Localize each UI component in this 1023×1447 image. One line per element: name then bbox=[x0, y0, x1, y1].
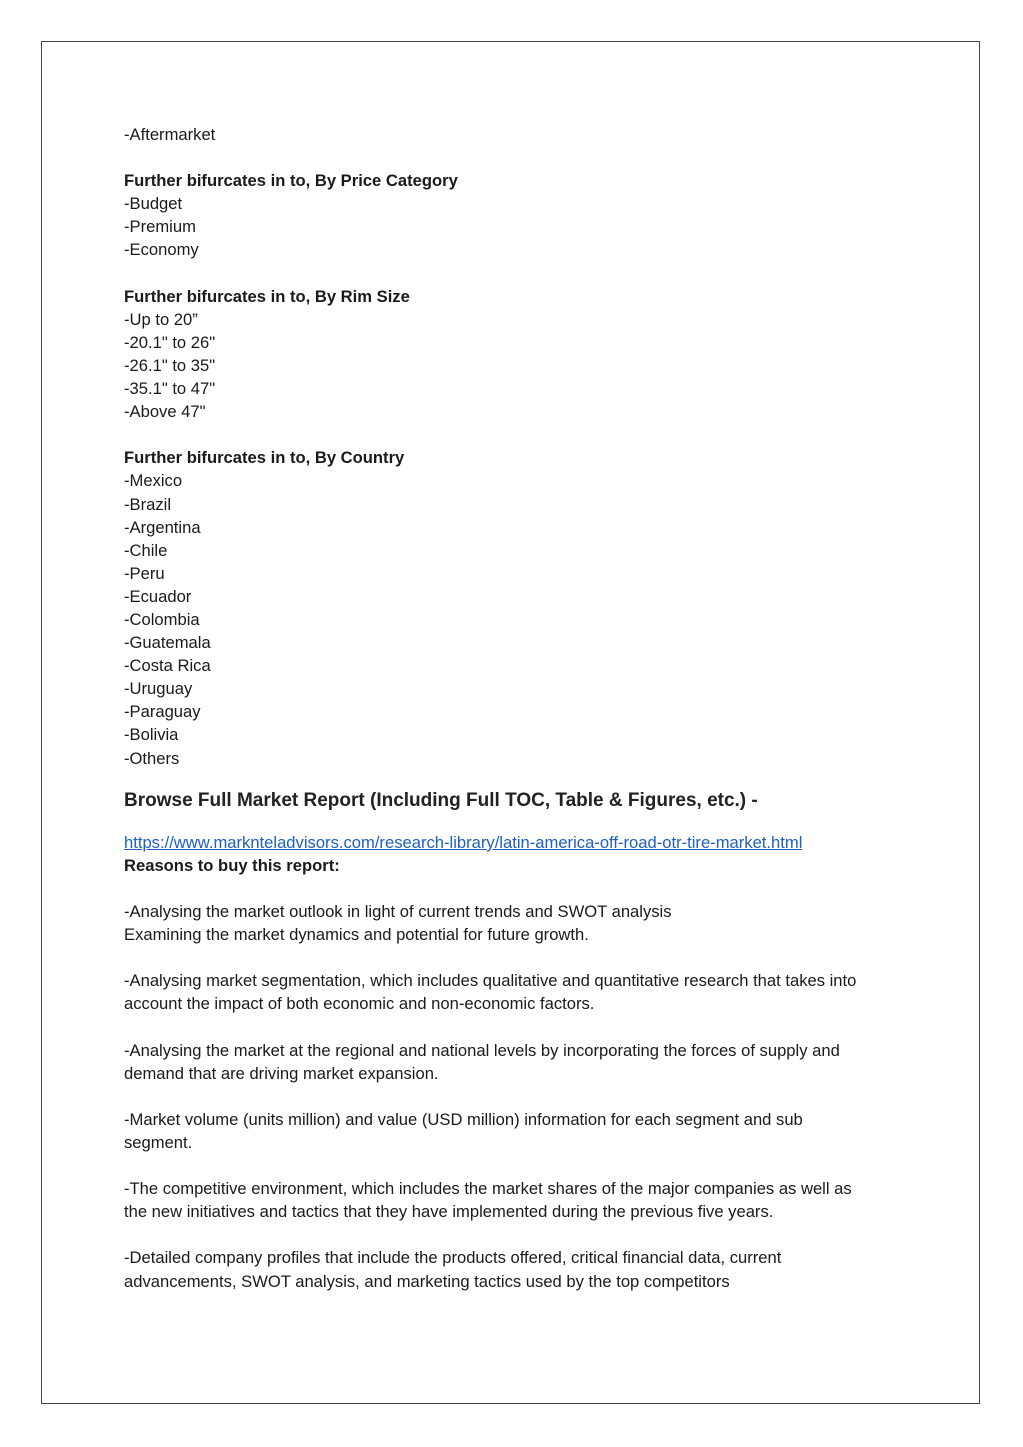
paragraph-line: account the impact of both economic and non-economic factors. bbox=[124, 994, 595, 1014]
list-item: -Brazil bbox=[124, 494, 172, 514]
list-item: -Up to 20” bbox=[124, 309, 198, 329]
document-body bbox=[124, 123, 914, 1293]
list-item: -Mexico bbox=[124, 471, 183, 491]
reason-paragraph bbox=[124, 1108, 914, 1154]
paragraph-line: -Analysing market segmentation, which includes qualitative and quantitative research that takes into bbox=[124, 971, 857, 991]
list-item: -26.1" to 35" bbox=[124, 355, 216, 375]
section-heading-price-category: Further bifurcates in to, By Price Category bbox=[124, 171, 458, 191]
reasons-heading: Reasons to buy this report: bbox=[124, 855, 340, 875]
spacer bbox=[124, 946, 914, 969]
list-item: -Aftermarket bbox=[124, 125, 216, 144]
spacer bbox=[124, 423, 914, 446]
list-item: -35.1" to 47" bbox=[124, 379, 216, 399]
list-item: -Economy bbox=[124, 240, 199, 260]
spacer bbox=[124, 877, 914, 900]
list-item: -Chile bbox=[124, 540, 168, 560]
list-item: -20.1" to 26" bbox=[124, 332, 216, 352]
paragraph-line: -Detailed company profiles that include the products offered, critical financial data, current bbox=[124, 1248, 782, 1268]
list-item: -Budget bbox=[124, 194, 183, 214]
list-item: -Above 47" bbox=[124, 402, 206, 422]
list-item: -Bolivia bbox=[124, 725, 179, 745]
paragraph-line: advancements, SWOT analysis, and marketing tactics used by the top competitors bbox=[124, 1271, 730, 1291]
list-item: -Argentina bbox=[124, 517, 201, 537]
spacer bbox=[124, 146, 914, 169]
spacer bbox=[124, 1015, 914, 1038]
list-item: -Guatemala bbox=[124, 633, 211, 653]
list-item: -Peru bbox=[124, 563, 165, 583]
reason-paragraph bbox=[124, 1246, 914, 1292]
list-item: -Paraguay bbox=[124, 702, 201, 722]
paragraph-line: -Analysing the market outlook in light of current trends and SWOT analysis bbox=[124, 902, 672, 921]
spacer bbox=[124, 1223, 914, 1246]
paragraph-line: -The competitive environment, which includes the market shares of the major companies as well as bbox=[124, 1179, 852, 1199]
spacer bbox=[124, 1085, 914, 1108]
section-heading-rim-size: Further bifurcates in to, By Rim Size bbox=[124, 286, 410, 306]
reason-paragraph bbox=[124, 900, 914, 946]
list-item: -Uruguay bbox=[124, 679, 193, 699]
paragraph-line: -Analysing the market at the regional and national levels by incorporating the forces of supply and bbox=[124, 1040, 840, 1060]
list-item: -Costa Rica bbox=[124, 656, 211, 676]
reason-paragraph bbox=[124, 1177, 914, 1223]
spacer bbox=[124, 262, 914, 285]
paragraph-line: Examining the market dynamics and potential for future growth. bbox=[124, 925, 589, 945]
section-heading-country: Further bifurcates in to, By Country bbox=[124, 448, 405, 468]
paragraph-line: demand that are driving market expansion. bbox=[124, 1063, 439, 1083]
paragraph-line: the new initiatives and tactics that they have implemented during the previous five years. bbox=[124, 1202, 774, 1222]
paragraph-line: segment. bbox=[124, 1132, 193, 1152]
reason-paragraph bbox=[124, 1039, 914, 1085]
paragraph-line: -Market volume (units million) and value (USD million) information for each segment and sub bbox=[124, 1109, 803, 1129]
spacer bbox=[124, 1154, 914, 1177]
report-link[interactable]: https://www.marknteladvisors.com/research-library/latin-america-off-road-otr-tire-market.html bbox=[124, 832, 803, 852]
browse-report-heading: Browse Full Market Report (Including Full TOC, Table & Figures, etc.) - bbox=[124, 789, 758, 811]
reason-paragraph bbox=[124, 969, 914, 1015]
list-item: -Premium bbox=[124, 217, 196, 237]
list-item: -Others bbox=[124, 748, 180, 768]
list-item: -Colombia bbox=[124, 609, 200, 629]
list-item: -Ecuador bbox=[124, 586, 192, 606]
